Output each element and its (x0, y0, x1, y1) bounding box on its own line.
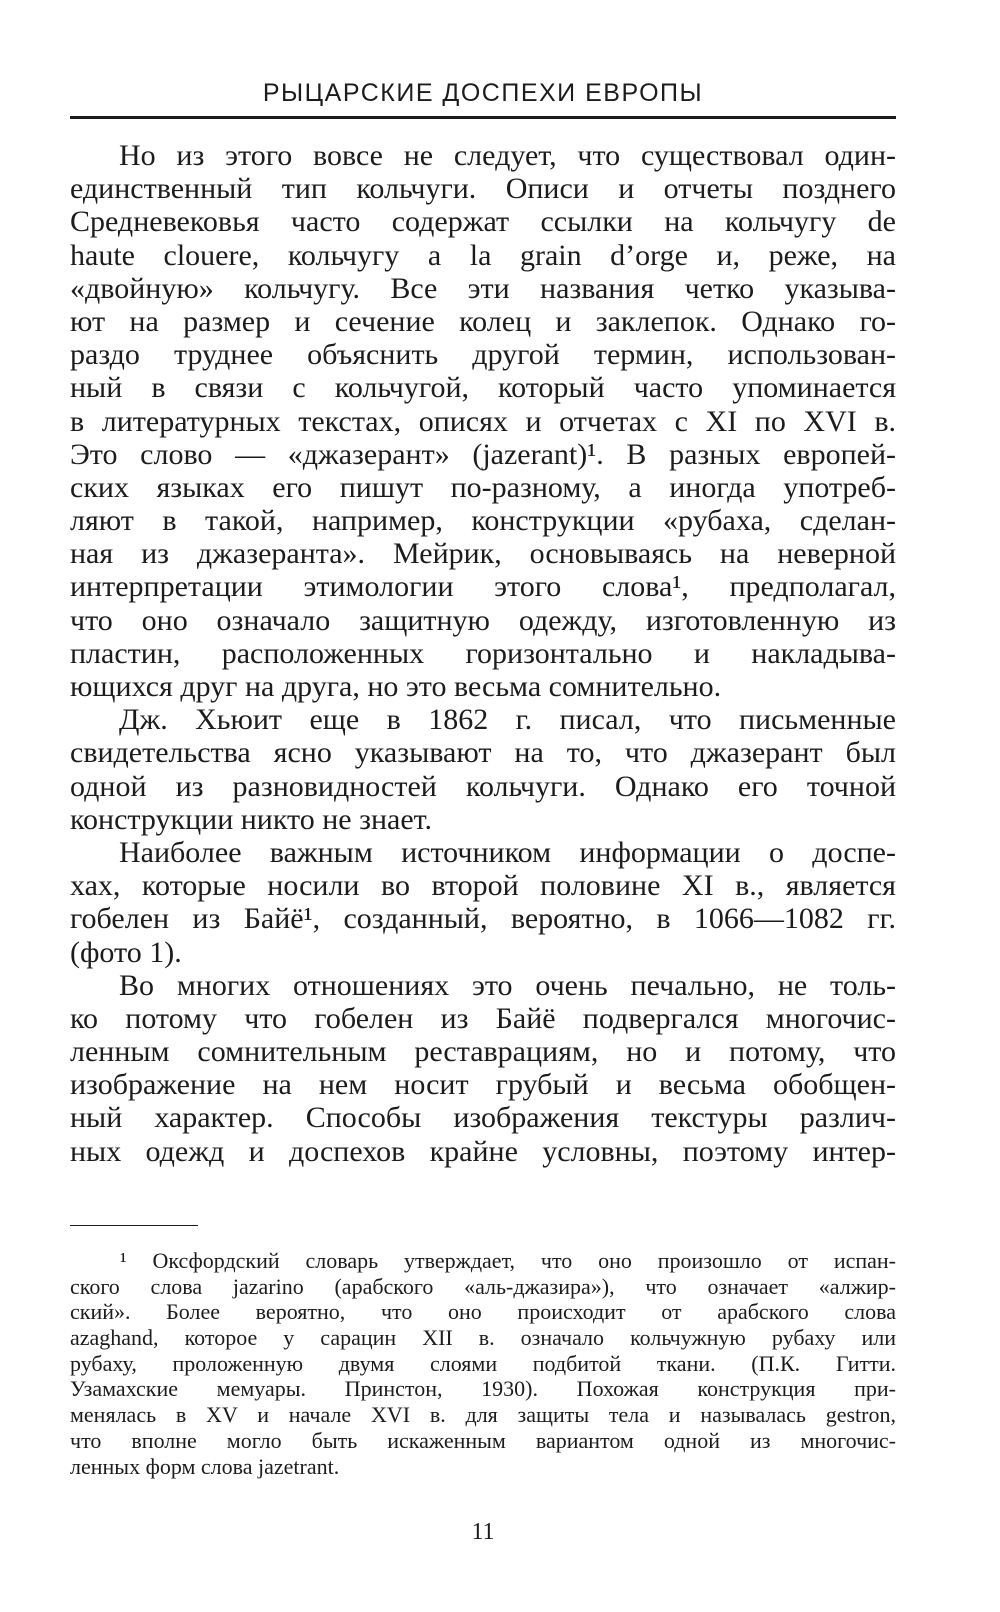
body-line: Это слово — «джазерант» (jazerant)¹. В разных европей- (70, 437, 896, 471)
body-line: раздо труднее объяснить другой термин, использован- (70, 338, 896, 372)
body-line: ленным сомнительным реставрациям, но и потому, что (70, 1035, 896, 1069)
footnote-line: ¹ Оксфордский словарь утверждает, что оно произошло от испан- (120, 1248, 896, 1273)
body-line: haute clouere, кольчугу a la grain d’orge и, реже, на (70, 238, 896, 272)
body-line: Во многих отношениях это очень печально, не толь- (119, 968, 896, 1002)
body-line: в литературных текстах, описях и отчетах с XI по XVI в. (70, 404, 896, 438)
body-line: хах, которые носили во второй половине XI в., является (70, 869, 896, 903)
body-line: ют на размер и сечение колец и заклепок. Однако го- (70, 304, 896, 338)
footnote-line: Узамахские мемуары. Принстон, 1930). Похожая конструкция при- (70, 1376, 896, 1402)
footnote-rule (70, 1225, 198, 1226)
body-line: ющихся друг на друга, но это весьма сомнительно. (70, 670, 722, 703)
body-line: ный в связи с кольчугой, который часто упоминается (70, 371, 896, 405)
body-line: пластин, расположенных горизонтально и накладыва- (70, 636, 896, 670)
page-number: 11 (471, 1519, 495, 1545)
body-line: свидетельства ясно указывают на то, что джазерант был (70, 736, 896, 770)
body-line: ко потому что гобелен из Байё подвергался многочис- (70, 1001, 896, 1035)
body-text (70, 139, 896, 1168)
running-head: РЫЦАРСКИЕ ДОСПЕХИ ЕВРОПЫ (262, 79, 704, 107)
footnote-line: azaghand, которое у сарацин XII в. означало кольчужную рубаху или (70, 1325, 896, 1351)
footnote-line: ский». Более вероятно, что оно происходит от арабского слова (70, 1299, 896, 1325)
body-line: конструкции никто не знает. (70, 802, 433, 836)
body-line: Средневековья часто содержат ссылки на кольчугу de (70, 205, 896, 239)
footnote-line: менялась в XV и начале XVI в. для защиты тела и называлась gestron, (70, 1402, 896, 1428)
body-line: ных одежд и доспехов крайне условны, поэтому интер- (70, 1134, 896, 1168)
body-line: одной из разновидностей кольчуги. Однако его точной (70, 769, 896, 803)
body-line: (фото 1). (70, 935, 182, 969)
body-line: что оно означало защитную одежду, изготовленную из (70, 603, 896, 637)
body-line: гобелен из Байё¹, созданный, вероятно, в 1066—1082 гг. (70, 902, 896, 936)
body-line: ная из джазеранта». Мейрик, основываясь на неверной (70, 537, 896, 571)
footnote-line: рубаху, проложенную двумя слоями подбитой ткани. (П.К. Гитти. (70, 1350, 896, 1376)
footnote-line: ского слова jazarino (арабского «аль-джазира»), что означает «алжир- (70, 1273, 896, 1299)
footnote-line: ленных форм слова jazetrant. (70, 1453, 340, 1479)
header-rule (70, 116, 896, 119)
footnotes (70, 1248, 896, 1479)
body-line: ный характер. Способы изображения текстуры различ- (70, 1101, 896, 1135)
body-line: Дж. Хьюит еще в 1862 г. писал, что письменные (119, 703, 896, 737)
body-line: Наиболее важным источником информации о доспе- (119, 835, 896, 869)
body-line: единственный тип кольчуги. Описи и отчеты позднего (70, 172, 896, 206)
body-line: интерпретации этимологии этого слова¹, предполагал, (70, 570, 896, 604)
body-line: изображение на нем носит грубый и весьма обобщен- (70, 1068, 896, 1102)
body-line: «двойную» кольчугу. Все эти названия четко указыва- (70, 271, 896, 305)
footnote-line: что вполне могло быть искаженным вариантом одной из многочис- (70, 1427, 896, 1453)
body-line: ляют в такой, например, конструкции «рубаха, сделан- (70, 504, 896, 538)
body-line: ских языках его пишут по-разному, а иногда употреб- (70, 470, 896, 504)
body-line: Но из этого вовсе не следует, что существовал один- (119, 139, 896, 172)
